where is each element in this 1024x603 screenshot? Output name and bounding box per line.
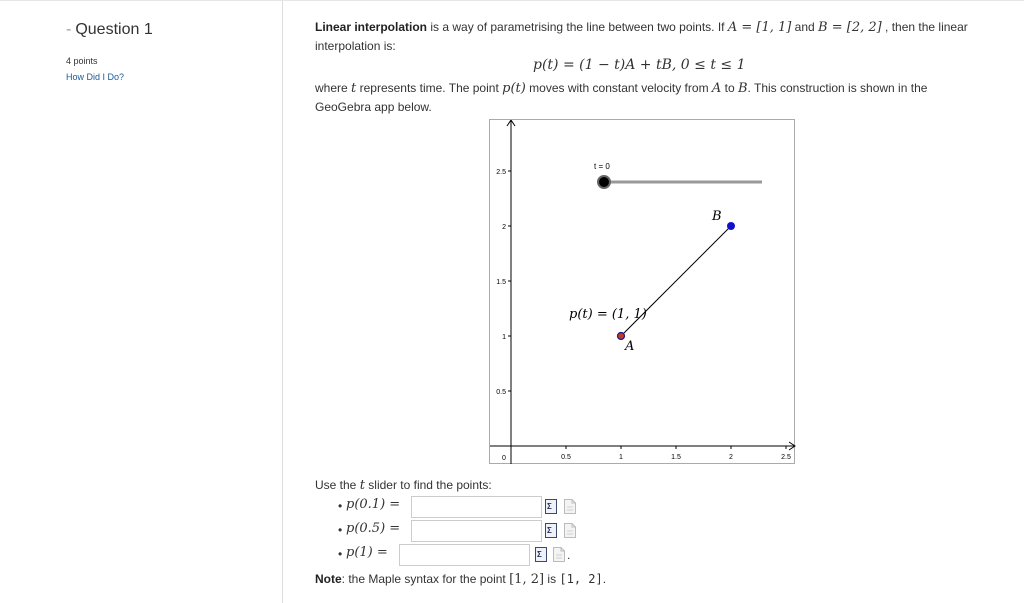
answer-row [338,544,598,566]
desc-where: where [315,81,352,95]
answer-row [338,496,598,518]
note-text-2: is [544,572,560,586]
intro-bold-term: Linear interpolation [315,20,428,34]
preview-icon[interactable] [553,547,565,562]
point-p-label: p(t) = (1, 1) [569,307,647,322]
use-slider-instruction [315,476,492,495]
answer-label: p(1) = [346,545,388,560]
preview-icon[interactable] [564,499,576,514]
use-text-1: Use the [315,478,360,492]
math-A: A [711,81,722,96]
math-point-12: [1, 2] [509,572,545,587]
answer-input-p1[interactable] [399,544,530,566]
desc-text-2: moves with constant velocity from [525,81,712,95]
intro-text-1: is a way of parametrising the line between two points. If [427,20,728,34]
maple-code: [1, 2] [559,572,603,586]
point-A[interactable] [618,333,625,340]
note-text-3: . [602,572,607,586]
math-pt: p(t) [502,81,526,96]
equation-editor-icon[interactable] [545,523,557,538]
math-B-eq: B = [2, 2] [818,20,882,35]
answer-input-p05[interactable] [411,520,542,542]
x-tick-label: 2.5 [781,454,791,461]
point-B[interactable] [727,222,735,230]
point-A-label: A [625,339,635,354]
svg-text:Σ: Σ [547,526,552,535]
note-text-1: : the Maple syntax for the point [341,572,510,586]
use-text-2: slider to find the points: [364,478,492,492]
slider-knob[interactable] [598,176,610,188]
question-sidebar [0,1,283,603]
y-tick-label: 2 [502,224,506,231]
interpolation-formula: p(t) = (1 − t)A + tB, 0 ≤ t ≤ 1 [533,57,746,73]
equation-editor-icon[interactable] [545,499,557,514]
svg-text:Σ: Σ [547,502,552,511]
preview-icon[interactable] [564,523,576,538]
answer-row [338,520,598,542]
bullet: • [338,547,343,561]
question-title[interactable] [66,21,153,39]
answer-label: p(0.5) = [346,521,401,536]
note-paragraph [315,570,606,589]
answer-input-p01[interactable] [411,496,542,518]
point-B-label: B [712,209,722,224]
question-title-text: Question 1 [75,21,153,38]
bullet: • [338,499,343,513]
desc-text-1: represents time. The point [356,81,503,95]
origin-label: 0 [502,455,506,462]
intro-paragraph [315,18,975,55]
y-tick-label: 0.5 [496,389,506,396]
math-t: t [351,81,357,96]
bullet: • [338,523,343,537]
math-A-eq: A = [1, 1] [727,20,792,35]
description-paragraph [315,79,975,116]
intro-text-2: , then the linear interpolation is: [315,20,968,53]
note-bold: Note [315,572,342,586]
slider-label: t = 0 [594,162,610,171]
y-tick-label: 1 [502,334,506,341]
answer-label: p(0.1) = [346,497,401,512]
svg-text:Σ: Σ [537,550,542,559]
desc-text-3: . This construction is shown in the GeoGebra app below. [315,81,928,114]
collapse-dash[interactable]: - [66,21,72,38]
y-tick-label: 2.5 [496,169,506,176]
math-t-slider: t [359,478,365,493]
x-tick-label: 1 [619,454,623,461]
desc-to: to [721,81,738,95]
math-B: B [737,81,748,96]
question-points: 4 points [66,56,98,66]
equation-editor-icon[interactable] [535,547,547,562]
trailing-period: . [567,548,571,562]
intro-and: and [791,20,819,34]
x-tick-label: 1.5 [671,454,681,461]
geogebra-applet[interactable] [489,119,795,464]
y-tick-label: 1.5 [496,279,506,286]
x-tick-label: 2 [729,454,733,461]
x-tick-label: 0.5 [561,454,571,461]
geogebra-canvas[interactable] [490,120,796,465]
how-did-i-do-link[interactable]: How Did I Do? [66,72,125,82]
